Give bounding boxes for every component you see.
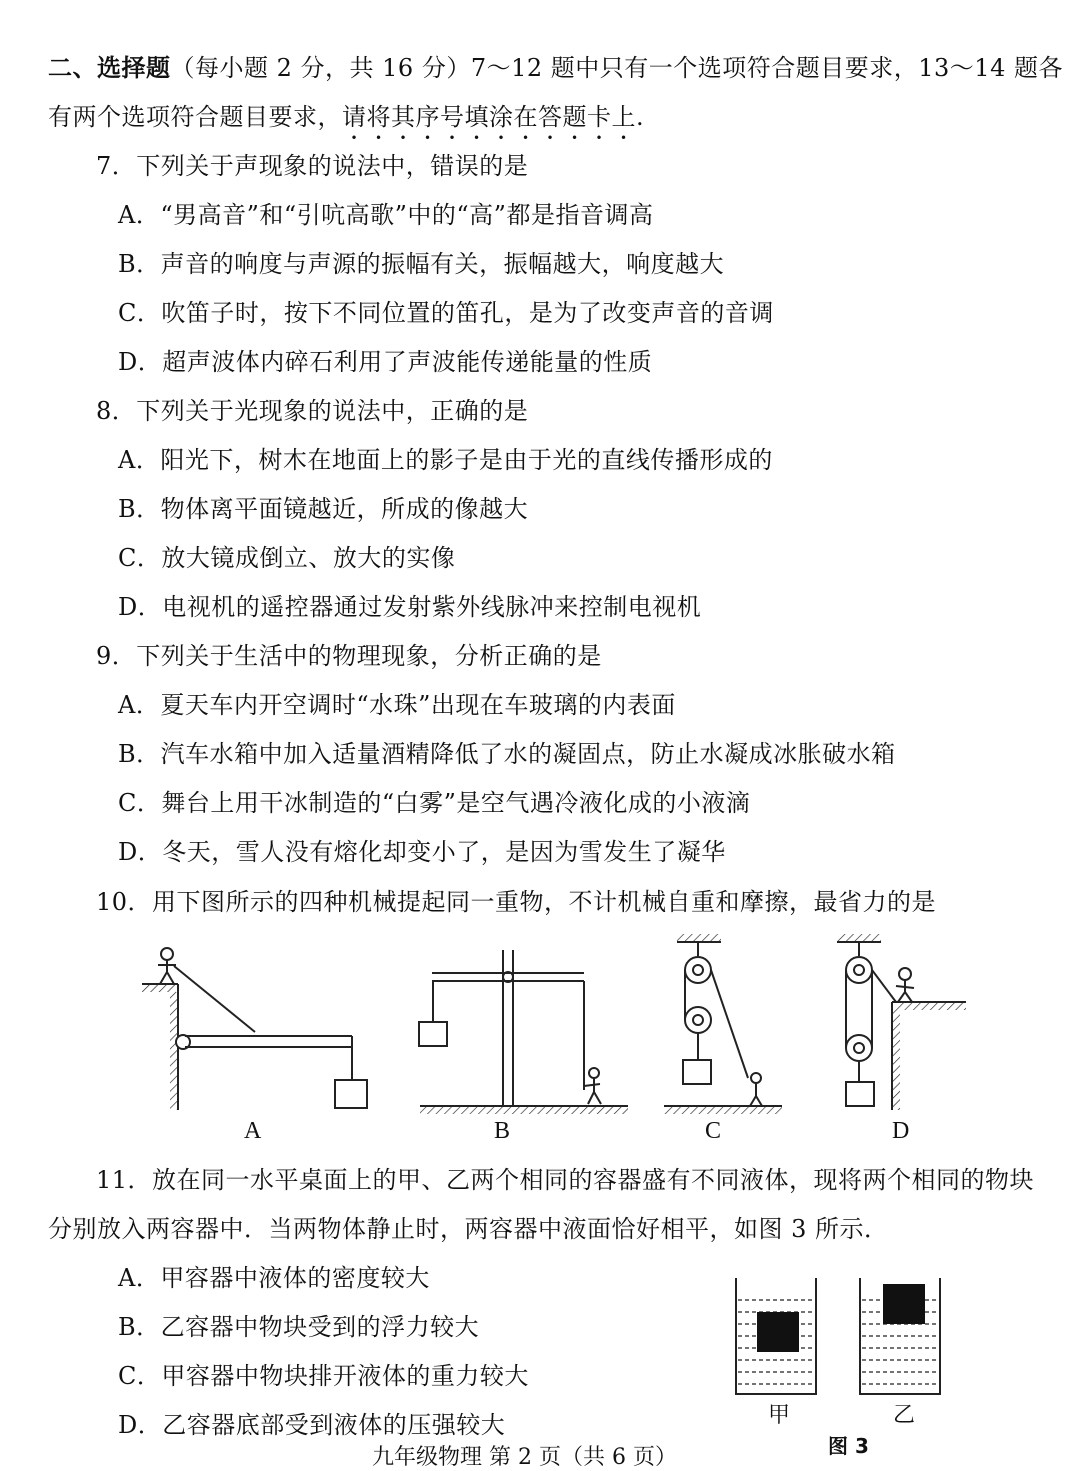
figure-3-containers <box>730 1272 960 1402</box>
question-10-stem: 10．用下图所示的四种机械提起同一重物，不计机械自重和摩擦，最省力的是 <box>96 888 937 916</box>
section-intro-2a: 有两个选项符合题目要求， <box>48 103 342 131</box>
figure-label-a: A <box>244 1118 262 1144</box>
machine-d-pulley <box>837 934 966 1110</box>
question-9-option-d: D．冬天，雪人没有熔化却变小了，是因为雪发生了凝华 <box>118 838 726 866</box>
question-8-option-c: C．放大镜成倒立、放大的实像 <box>118 544 456 572</box>
question-11-stem-continued: 分别放入两容器中．当两物体静止时，两容器中液面恰好相平，如图 3 所示． <box>48 1215 889 1243</box>
question-9-stem: 9．下列关于生活中的物理现象，分析正确的是 <box>96 642 602 670</box>
question-8-stem: 8．下列关于光现象的说法中，正确的是 <box>96 397 529 425</box>
question-8-option-d: D．电视机的遥控器通过发射紫外线脉冲来控制电视机 <box>118 593 702 621</box>
section-intro: （每小题 2 分，共 16 分）7～12 题中只有一个选项符合题目要求，13～14 题各 <box>170 54 1063 82</box>
figure-label-b: B <box>494 1118 511 1144</box>
section-header-line-1 <box>48 51 1063 85</box>
section-intro-2c: . <box>636 103 645 131</box>
question-7-option-b: B．声音的响度与声源的振幅有关，振幅越大，响度越大 <box>118 250 725 278</box>
question-8-option-a: A．阳光下，树木在地面上的影子是由于光的直线传播形成的 <box>118 446 773 474</box>
section-title: 二、选择题 <box>48 53 171 82</box>
question-11-option-a: A．甲容器中液体的密度较大 <box>118 1264 430 1292</box>
container-yi-label: 乙 <box>893 1402 916 1427</box>
page-footer: 九年级物理 第 2 页（共 6 页） <box>372 1445 677 1470</box>
section-header-line-2 <box>48 100 644 145</box>
question-7-option-c: C．吹笛子时，按下不同位置的笛孔，是为了改变声音的音调 <box>118 299 774 327</box>
question-11-option-c: C．甲容器中物块排开液体的重力较大 <box>118 1362 529 1390</box>
question-8-option-b: B．物体离平面镜越近，所成的像越大 <box>118 495 529 523</box>
question-9-option-a: A．夏天车内开空调时“水珠”出现在车玻璃的内表面 <box>118 691 676 719</box>
machine-c-pulley <box>664 934 782 1114</box>
machines-figure <box>0 930 1080 1170</box>
question-11-option-d: D．乙容器底部受到液体的压强较大 <box>118 1411 506 1439</box>
question-9-option-c: C．舞台上用干冰制造的“白雾”是空气遇冷液化成的小液滴 <box>118 789 751 817</box>
figure-label-c: C <box>705 1118 722 1144</box>
figure-label-d: D <box>892 1118 910 1144</box>
machine-b-crane <box>419 950 628 1114</box>
question-9-option-b: B．汽车水箱中加入适量酒精降低了水的凝固点，防止水凝成冰胀破水箱 <box>118 740 896 768</box>
question-11-option-b: B．乙容器中物块受到的浮力较大 <box>118 1313 480 1341</box>
question-7-option-a: A．“男高音”和“引吭高歌”中的“高”都是指音调高 <box>118 201 654 229</box>
question-7-stem: 7．下列关于声现象的说法中，错误的是 <box>96 152 529 180</box>
figure-3-caption: 图 3 <box>828 1434 869 1458</box>
question-7-option-d: D．超声波体内碎石利用了声波能传递能量的性质 <box>118 348 653 376</box>
machine-a-lever <box>142 948 367 1110</box>
container-jia-label: 甲 <box>768 1402 791 1427</box>
question-11-stem: 11．放在同一水平桌面上的甲、乙两个相同的容器盛有不同液体，现将两个相同的物块 <box>96 1166 1035 1194</box>
section-intro-emphasis: 请将其序号填涂在答题卡上 <box>342 103 636 131</box>
